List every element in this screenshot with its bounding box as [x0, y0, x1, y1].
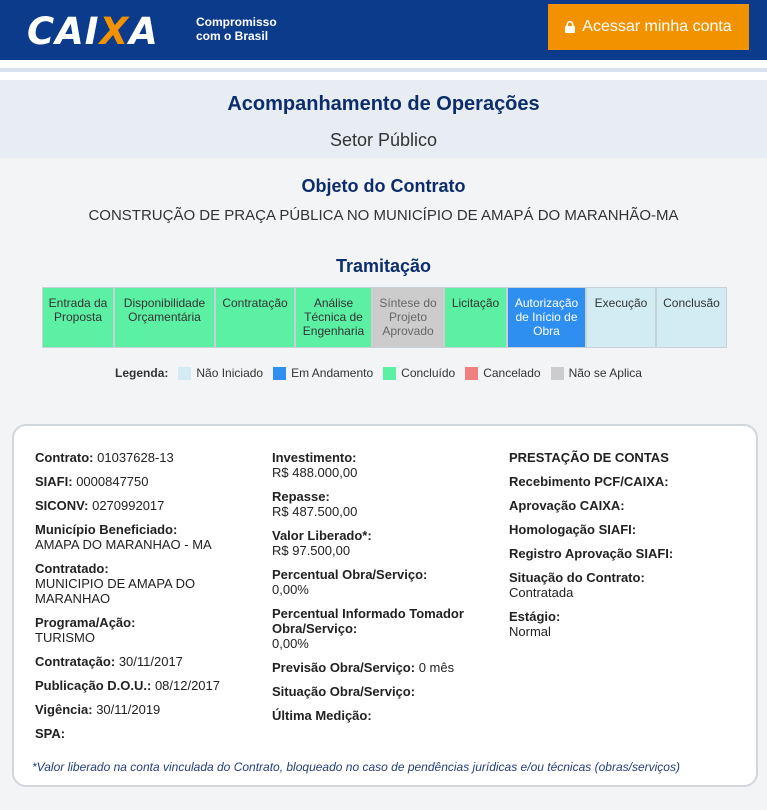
legend-em-andamento: Em Andamento: [273, 366, 373, 380]
site-header: [0, 0, 767, 60]
contract-object-text: CONSTRUÇÃO DE PRAÇA PÚBLICA NO MUNICÍPIO DE AMAPÁ DO MARANHÃO-MA: [88, 207, 679, 224]
legend-swatch: [465, 367, 478, 380]
field-siafi: SIAFI: 0000847750: [35, 474, 149, 489]
contract-info-column: [35, 450, 255, 750]
legend-swatch: [178, 367, 191, 380]
field-percentual: Percentual Obra/Serviço: 0,00%: [272, 567, 428, 597]
tagline-line1: Compromisso: [196, 15, 277, 29]
page-subtitle: Setor Público: [329, 130, 438, 150]
field-repasse: Repasse: R$ 487.500,00: [272, 489, 358, 519]
footnote: *Valor liberado na conta vinculada do Contrato, bloqueado no caso de pendências jurídicas e/ou técnicas (obras/serviços): [32, 760, 680, 774]
step-licitacao: Licitação: [444, 287, 507, 348]
lock-icon: [565, 21, 575, 33]
tagline: [196, 15, 277, 43]
field-publicacao: Publicação D.O.U.: 08/12/2017: [35, 678, 221, 693]
field-situacao-contrato: Situação do Contrato: Contratada: [509, 570, 645, 600]
field-valor-liberado: Valor Liberado*: R$ 97.500,00: [272, 528, 372, 558]
field-registro-aprovacao: Registro Aprovação SIAFI:: [509, 546, 674, 561]
contract-details-card: [12, 424, 758, 787]
step-contratacao: Contratação: [215, 287, 295, 348]
step-entrada-proposta: Entrada da Proposta: [42, 287, 114, 348]
field-aprovacao: Aprovação CAIXA:: [509, 498, 625, 513]
step-disponibilidade-orcamentaria: Disponibilidade Orçamentária: [114, 287, 215, 348]
page-title: Acompanhamento de Operações: [227, 93, 540, 115]
legend-cancelado: Cancelado: [465, 366, 540, 380]
step-conclusao: Conclusão: [656, 287, 727, 348]
header-divider: [0, 60, 767, 80]
legend-nao-se-aplica: Não se Aplica: [551, 366, 642, 380]
legend-nao-iniciado: Não Iniciado: [178, 366, 263, 380]
field-estagio: Estágio: Normal: [509, 609, 561, 639]
field-contratacao: Contratação: 30/11/2017: [35, 654, 183, 669]
legend-swatch: [551, 367, 564, 380]
field-homologacao: Homologação SIAFI:: [509, 522, 637, 537]
field-vigencia: Vigência: 30/11/2019: [35, 702, 161, 717]
tramitacao-steps: [42, 287, 727, 348]
financial-info-column: [272, 450, 492, 732]
field-contratado: Contratado: MUNICIPIO DE AMAPA DO MARANHAO: [35, 561, 196, 606]
prestacao-title: PRESTAÇÃO DE CONTAS: [509, 450, 669, 465]
caixa-logo[interactable]: CAIXA: [27, 10, 159, 53]
field-spa: SPA:: [35, 726, 66, 741]
legend-swatch: [273, 367, 286, 380]
field-percentual-informado: Percentual Informado Tomador Obra/Serviço: 0,00%: [272, 606, 464, 651]
field-situacao-obra: Situação Obra/Serviço:: [272, 684, 416, 699]
field-contrato: Contrato: 01037628-13: [35, 450, 174, 465]
status-legend: [0, 366, 767, 380]
step-autorizacao-inicio-obra: Autorização de Início de Obra: [507, 287, 586, 348]
field-investimento: Investimento: R$ 488.000,00: [272, 450, 358, 480]
step-execucao: Execução: [586, 287, 656, 348]
access-account-label: Acessar minha conta: [582, 18, 732, 35]
field-municipio: Município Beneficiado: AMAPA DO MARANHAO - MA: [35, 522, 212, 552]
step-sintese-projeto: Síntese do Projeto Aprovado: [372, 287, 444, 348]
access-account-button[interactable]: [548, 4, 749, 50]
legend-swatch: [383, 367, 396, 380]
field-recebimento: Recebimento PCF/CAIXA:: [509, 474, 669, 489]
step-analise-tecnica: Análise Técnica de Engenharia: [295, 287, 372, 348]
field-previsao: Previsão Obra/Serviço: 0 mês: [272, 660, 455, 675]
tagline-line2: com o Brasil: [196, 29, 269, 43]
tramitacao-title: Tramitação: [335, 256, 432, 276]
field-programa: Programa/Ação: TURISMO: [35, 615, 136, 645]
legend-label: Legenda:: [115, 366, 169, 380]
contract-object-title: Objeto do Contrato: [301, 176, 466, 196]
accountability-column: [509, 450, 739, 648]
legend-concluido: Concluído: [383, 366, 455, 380]
field-ultima-medicao: Última Medição:: [272, 708, 372, 723]
field-siconv: SICONV: 0270992017: [35, 498, 165, 513]
